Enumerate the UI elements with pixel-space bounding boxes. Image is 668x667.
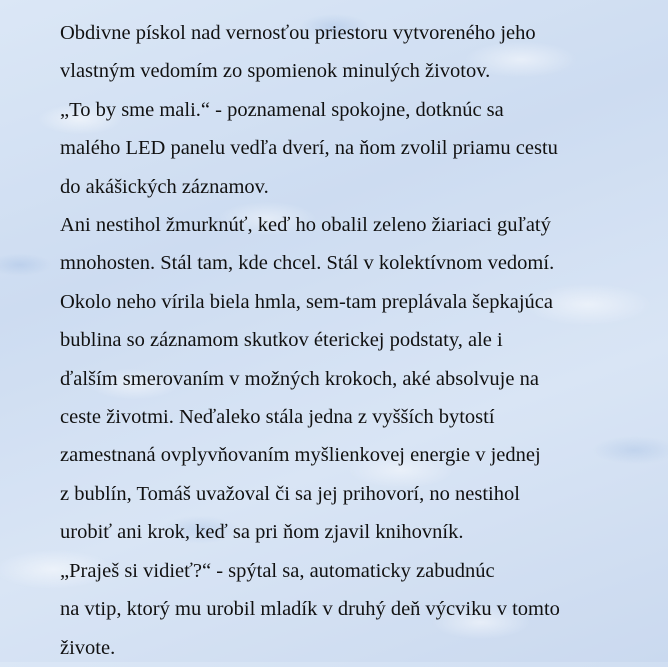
text-line: na vtip, ktorý mu urobil mladík v druhý deň výcviku v tomto <box>60 598 560 621</box>
text-line: urobiť ani krok, keď sa pri ňom zjavil knihovník. <box>60 521 464 544</box>
text-line: ceste životmi. Neďaleko stála jedna z vyšších bytostí <box>60 406 495 429</box>
text-line: malého LED panelu vedľa dverí, na ňom zvolil priamu cestu <box>60 137 558 160</box>
text-line: bublina so záznamom skutkov éterickej podstaty, ale i <box>60 329 503 352</box>
story-text-block <box>60 14 660 667</box>
text-line: „Praješ si vidieť?“ - spýtal sa, automaticky zabudnúc <box>60 559 495 582</box>
text-line: do akášických záznamov. <box>60 175 269 198</box>
text-line: ďalším smerovaním v možných krokoch, aké absolvuje na <box>60 367 539 390</box>
text-line: živote. <box>60 636 116 659</box>
text-line: mnohosten. Stál tam, kde chcel. Stál v kolektívnom vedomí. <box>60 252 555 275</box>
text-line: Ani nestihol žmurknúť, keď ho obalil zeleno žiariaci guľatý <box>60 214 551 237</box>
text-line: Obdivne pískol nad vernosťou priestoru vytvoreného jeho <box>60 22 536 44</box>
text-line: z bublín, Tomáš uvažoval či sa jej prihovorí, no nestihol <box>60 482 520 505</box>
text-line: „To by sme mali.“ - poznamenal spokojne, dotknúc sa <box>60 98 504 121</box>
text-line: zamestnaná ovplyvňovaním myšlienkovej energie v jednej <box>60 444 541 467</box>
text-line: vlastným vedomím zo spomienok minulých životov. <box>60 60 491 83</box>
text-line: Okolo neho vírila biela hmla, sem-tam preplávala šepkajúca <box>60 290 553 313</box>
